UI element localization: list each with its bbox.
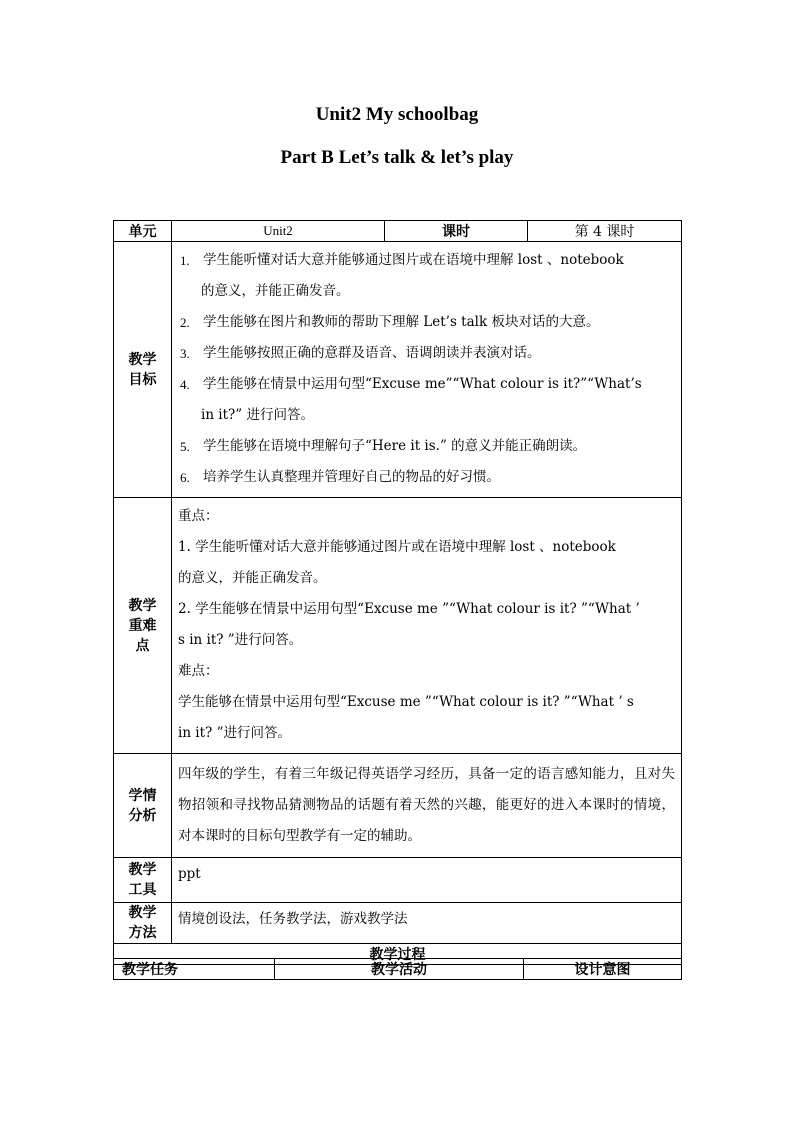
objective-item-cont: in it?” 进行问答。 bbox=[201, 407, 314, 423]
unit-value: Unit2 bbox=[172, 221, 385, 242]
analysis-label: 学情 分析 bbox=[114, 754, 172, 858]
methods-text: 情境创设法，任务教学法，游戏教学法 bbox=[172, 903, 682, 944]
key-line: 1. 学生能听懂对话大意并能够通过图片或在语境中理解 lost 、notebook bbox=[178, 539, 616, 555]
key-line: 2. 学生能够在情景中运用句型“Excuse me ”“What colour is it? ”“What ’ bbox=[178, 601, 640, 617]
key-points-content bbox=[172, 498, 682, 754]
objective-item: 1. 学生能听懂对话大意并能够通过图片或在语境中理解 lost 、notebook bbox=[180, 252, 624, 268]
methods-label: 教学 方法 bbox=[114, 903, 172, 944]
objective-item: 5. 学生能够在语境中理解句子“Here it is.” 的意义并能正确朗读。 bbox=[180, 438, 587, 454]
process-col-task: 教学任务 bbox=[114, 959, 275, 980]
objectives-content bbox=[172, 242, 682, 498]
process-col-activity: 教学活动 bbox=[275, 959, 524, 980]
tools-row bbox=[114, 858, 682, 903]
objectives-label: 教学 目标 bbox=[114, 242, 172, 498]
document-subtitle: Part B Let’s talk & let’s play bbox=[280, 147, 514, 168]
unit-label: 单元 bbox=[114, 221, 172, 242]
objective-item: 4. 学生能够在情景中运用句型“Excuse me”“What colour is it?”“What’s bbox=[180, 376, 642, 392]
document-title: Unit2 My schoolbag bbox=[315, 104, 479, 125]
process-header-row bbox=[114, 959, 682, 980]
key-line: s in it? ”进行问答。 bbox=[178, 632, 303, 648]
analysis-text: 四年级的学生，有着三年级记得英语学习经历，具备一定的语言感知能力，且对失物招领和寻找物品猜测物品的话题有着天然的兴趣，能更好的进入本课时的情境，对本课时的目标句型教学有一定的辅助。 bbox=[172, 754, 682, 858]
objective-item: 3. 学生能够按照正确的意群及语音、语调朗读并表演对话。 bbox=[180, 345, 541, 361]
lesson-plan-table bbox=[113, 220, 682, 965]
difficult-title: 难点： bbox=[178, 663, 219, 679]
objective-item-cont: 的意义，并能正确发音。 bbox=[201, 283, 350, 299]
key-points-row bbox=[114, 498, 682, 754]
tools-text: ppt bbox=[172, 858, 682, 903]
lesson-label: 课时 bbox=[385, 221, 528, 242]
header-row bbox=[114, 221, 682, 242]
key-title: 重点： bbox=[178, 508, 219, 524]
process-col-intent: 设计意图 bbox=[524, 959, 682, 980]
objectives-row bbox=[114, 242, 682, 498]
process-header-table bbox=[113, 958, 682, 980]
methods-row bbox=[114, 903, 682, 944]
key-points-label: 教学 重难 点 bbox=[114, 498, 172, 754]
difficult-line: in it? ”进行问答。 bbox=[178, 725, 291, 741]
lesson-value: 第 4 课时 bbox=[528, 221, 682, 242]
process-title: 教学过程 bbox=[114, 944, 682, 965]
analysis-row bbox=[114, 754, 682, 858]
objective-item: 2. 学生能够在图片和教师的帮助下理解 Let’s talk 板块对话的大意。 bbox=[180, 314, 600, 330]
tools-label: 教学 工具 bbox=[114, 858, 172, 903]
difficult-line: 学生能够在情景中运用句型“Excuse me ”“What colour is it? ”“What ’ s bbox=[178, 694, 634, 710]
objective-item: 6. 培养学生认真整理并管理好自己的物品的好习惯。 bbox=[180, 469, 500, 485]
key-line: 的意义，并能正确发音。 bbox=[178, 570, 327, 586]
